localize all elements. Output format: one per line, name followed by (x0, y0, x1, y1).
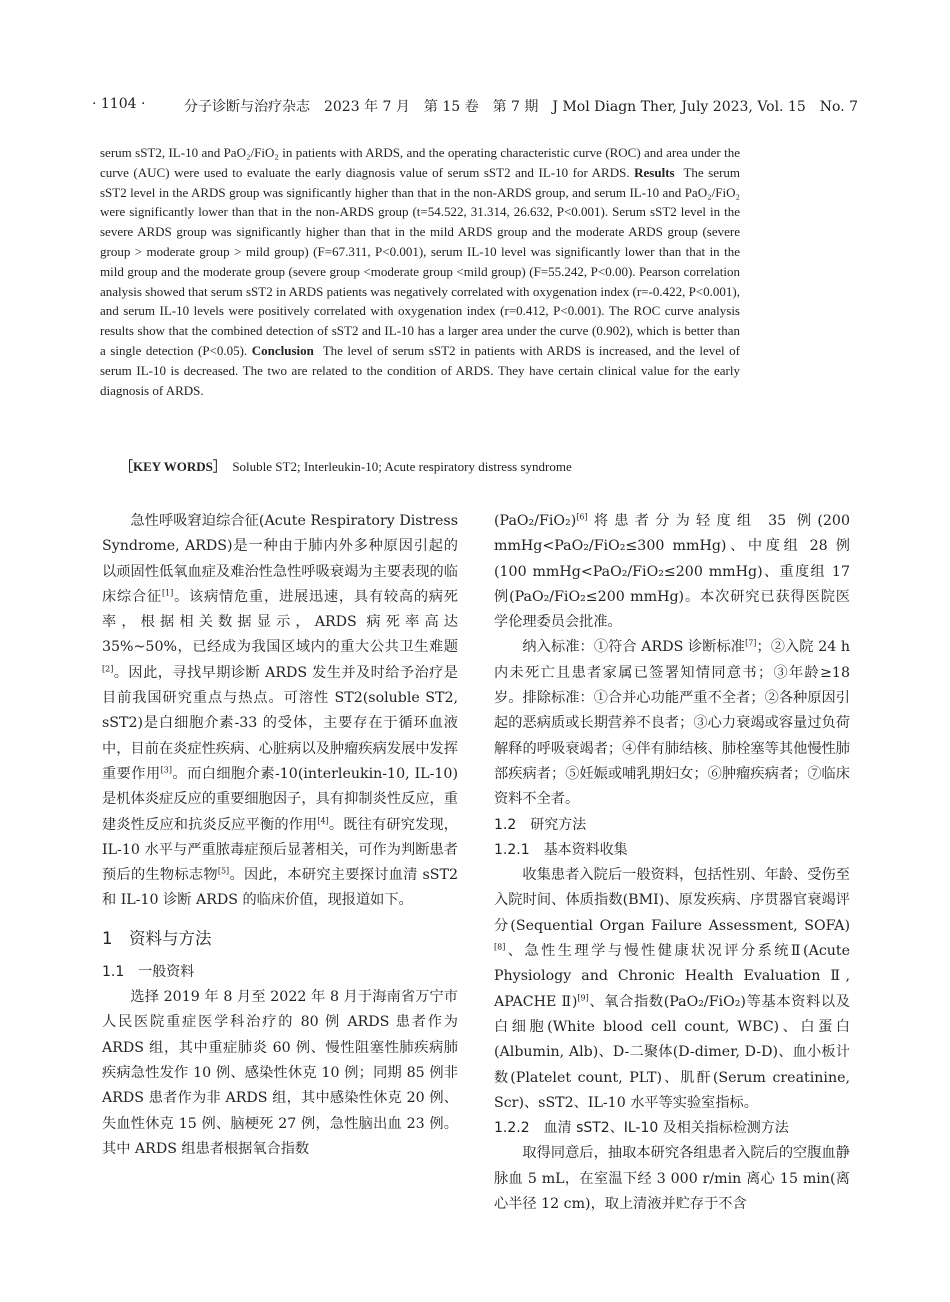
section-heading-1: 1 资料与方法 (102, 928, 212, 948)
subsection-heading-1-2-1: 1.2.1 基本资料收集 (494, 841, 628, 858)
keywords-text: Soluble ST2; Interleukin-10; Acute respiratory distress syndrome (232, 459, 572, 474)
subsection-heading-1-2: 1.2 研究方法 (494, 816, 587, 833)
left-column (102, 509, 458, 1162)
results-label: Results (634, 164, 675, 180)
detection-method-paragraph: 取得同意后，抽取本研究各组患者入院后的空腹血静脉血 5 mL，在室温下经 3 000 r/min 离心 15 min(离心半径 12 cm)，取上清液并贮存于不含 (494, 1145, 850, 1213)
ref-6: [6] (576, 512, 588, 522)
abstract-methods-text: serum sST2, IL-10 and PaO₂/FiO₂ in patients with ARDS, and the operating characteristic curve (ROC) and area under the curve (AUC) were used to evaluate the early diagnosis value of serum sST2 and IL-10 for ARDS. (100, 145, 740, 180)
english-abstract (100, 143, 740, 400)
page-number: · 1104 · (92, 96, 146, 112)
data-collection-paragraph: 收集患者入院后一般资料，包括性别、年龄、受伤至入院时间、体质指数(BMI)、原发疾病、序贯器官衰竭评分(Sequential Organ Failure Assessment, SOFA)[8]、急性生理学与慢性健康状况评分系统Ⅱ(Acute Physiology and Chronic Health Evaluation Ⅱ, APACHE Ⅱ)[9]、氧合指数(PaO₂/FiO₂)等基本资料以及白细胞(White blood cell count, WBC)、白蛋白(Albumin, Alb)、D-二聚体(D-dimer, D-D)、血小板计数(Platelet count, PLT)、肌酐(Serum creatinine, Scr)、sST2、IL-10 水平等实验室指标。 (494, 867, 850, 1111)
subsection-heading-1-2-2: 1.2.2 血清 sST2、IL-10 及相关指标检测方法 (494, 1120, 789, 1137)
ref-9: [9] (577, 992, 589, 1002)
intro-paragraph: 急性呼吸窘迫综合征(Acute Respiratory Distress Syndrome, ARDS)是一种由于肺内外多种原因引起的以顽固性低氧血症及难治性急性呼吸衰竭为主要表现的临床综合征[1]。该病情危重，进展迅速，具有较高的病死率，根据相关数据显示，ARDS 病死率高达 35%~50%，已经成为我国区域内的重大公共卫生难题[2]。因此，寻找早期诊断 ARDS 发生并及时给予治疗是目前我国研究重点与热点。可溶性 ST2(soluble ST2, sST2)是白细胞介素-33 的受体，主要存在于循环血液中，目前在炎症性疾病、心脏病以及肿瘤疾病发展中发挥重要作用[3]。而白细胞介素-10(interleukin-10, IL-10)是机体炎症反应的重要细胞因子，具有抑制炎性反应，重建炎性反应和抗炎反应平衡的作用[4]。既往有研究发现，IL-10 水平与严重脓毒症预后显著相关，可作为判断患者预后的生物标志物[5]。因此，本研究主要探讨血清 sST2 和 IL-10 诊断 ARDS 的临床价值，现报道如下。 (102, 513, 458, 909)
ref-8: [8] (494, 942, 506, 952)
ref-7: [7] (745, 638, 757, 648)
running-header (92, 96, 858, 116)
ref-2: [2] (102, 664, 114, 674)
keywords-label: ［KEY WORDS］ (120, 459, 226, 474)
right-column (494, 509, 850, 1217)
abstract-results-text: The serum sST2 level in the ARDS group was significantly higher than that in the non-ARDS group, and serum IL-10 and PaO₂/FiO₂ were significantly lower than that in the non-ARDS group (t=54.522, 31.314, 26.632, P<0.001). Serum sST2 level in the severe ARDS group was significantly higher than that in the mild ARDS group and the moderate ARDS group (severe group > moderate group > mild group) (F=67.311, P<0.001), serum IL-10 level was significantly lower than that in the mild group and the moderate group (severe group <moderate group <mild group) (F=55.242, P<0.00). Pearson correlation analysis showed that serum sST2 in ARDS patients was negatively correlated with oxygenation index (r=-0.422, P<0.001), and serum IL-10 levels were positively correlated with oxygenation index (r=0.412, P<0.001). The ROC curve analysis results show that the combined detection of sST2 and IL-10 has a larger area under the curve (0.902), which is better than a single detection (P<0.05). (100, 164, 741, 358)
subsection-heading-1-1: 1.1 一般资料 (102, 963, 195, 980)
journal-info: 分子诊断与治疗杂志 2023 年 7 月 第 15 卷 第 7 期 J Mol Diagn Ther, July 2023, Vol. 15 No. 7 (183, 99, 858, 115)
criteria-paragraph: 纳入标准：①符合 ARDS 诊断标准[7]；②入院 24 h 内未死亡且患者家属已签署知情同意书；③年龄≥18 岁。排除标准：①合并心功能严重不全者；②各种原因引起的恶病质或长期营养不良者；③心力衰竭或容量过负荷解释的呼吸衰竭者；④伴有肺结核、肺栓塞等其他慢性肺部疾病者；⑤妊娠或哺乳期妇女；⑥肿瘤疾病者；⑦临床资料不全者。 (494, 638, 850, 808)
ref-5: [5] (217, 866, 230, 876)
ref-1: [1] (161, 588, 174, 598)
ref-3: [3] (160, 765, 172, 775)
conclusion-label: Conclusion (251, 342, 314, 358)
key-words (120, 456, 760, 475)
abstract-conclusion-text: The level of serum sST2 in patients with ARDS is increased, and the level of serum IL-10 is decreased. The two are related to the condition of ARDS. They have certain clinical value for the early diagnosis of ARDS. (100, 342, 741, 398)
general-data-paragraph: 选择 2019 年 8 月至 2022 年 8 月于海南省万宁市人民医院重症医学科治疗的 80 例 ARDS 患者作为 ARDS 组，其中重症肺炎 60 例、慢性阻塞性肺疾病肺疾病急性发作 10 例、感染性休克 10 例；同期 85 例非 ARDS 患者作为非 ARDS 组，其中感染性休克 20 例、失血性休克 15 例、脑梗死 27 例，急性脑出血 23 例。其中 ARDS 组患者根据氧合指数 (102, 989, 458, 1157)
grouping-paragraph: (PaO₂/FiO₂)[6]将患者分为轻度组 35 例(200 mmHg<PaO₂/FiO₂≤300 mmHg)、中度组 28 例(100 mmHg<PaO₂/FiO₂≤200 mmHg)、重度组 17 例(PaO₂/FiO₂≤200 mmHg)。本次研究已获得医院医学伦理委员会批准。 (494, 512, 850, 631)
ref-4: [4] (317, 815, 329, 825)
